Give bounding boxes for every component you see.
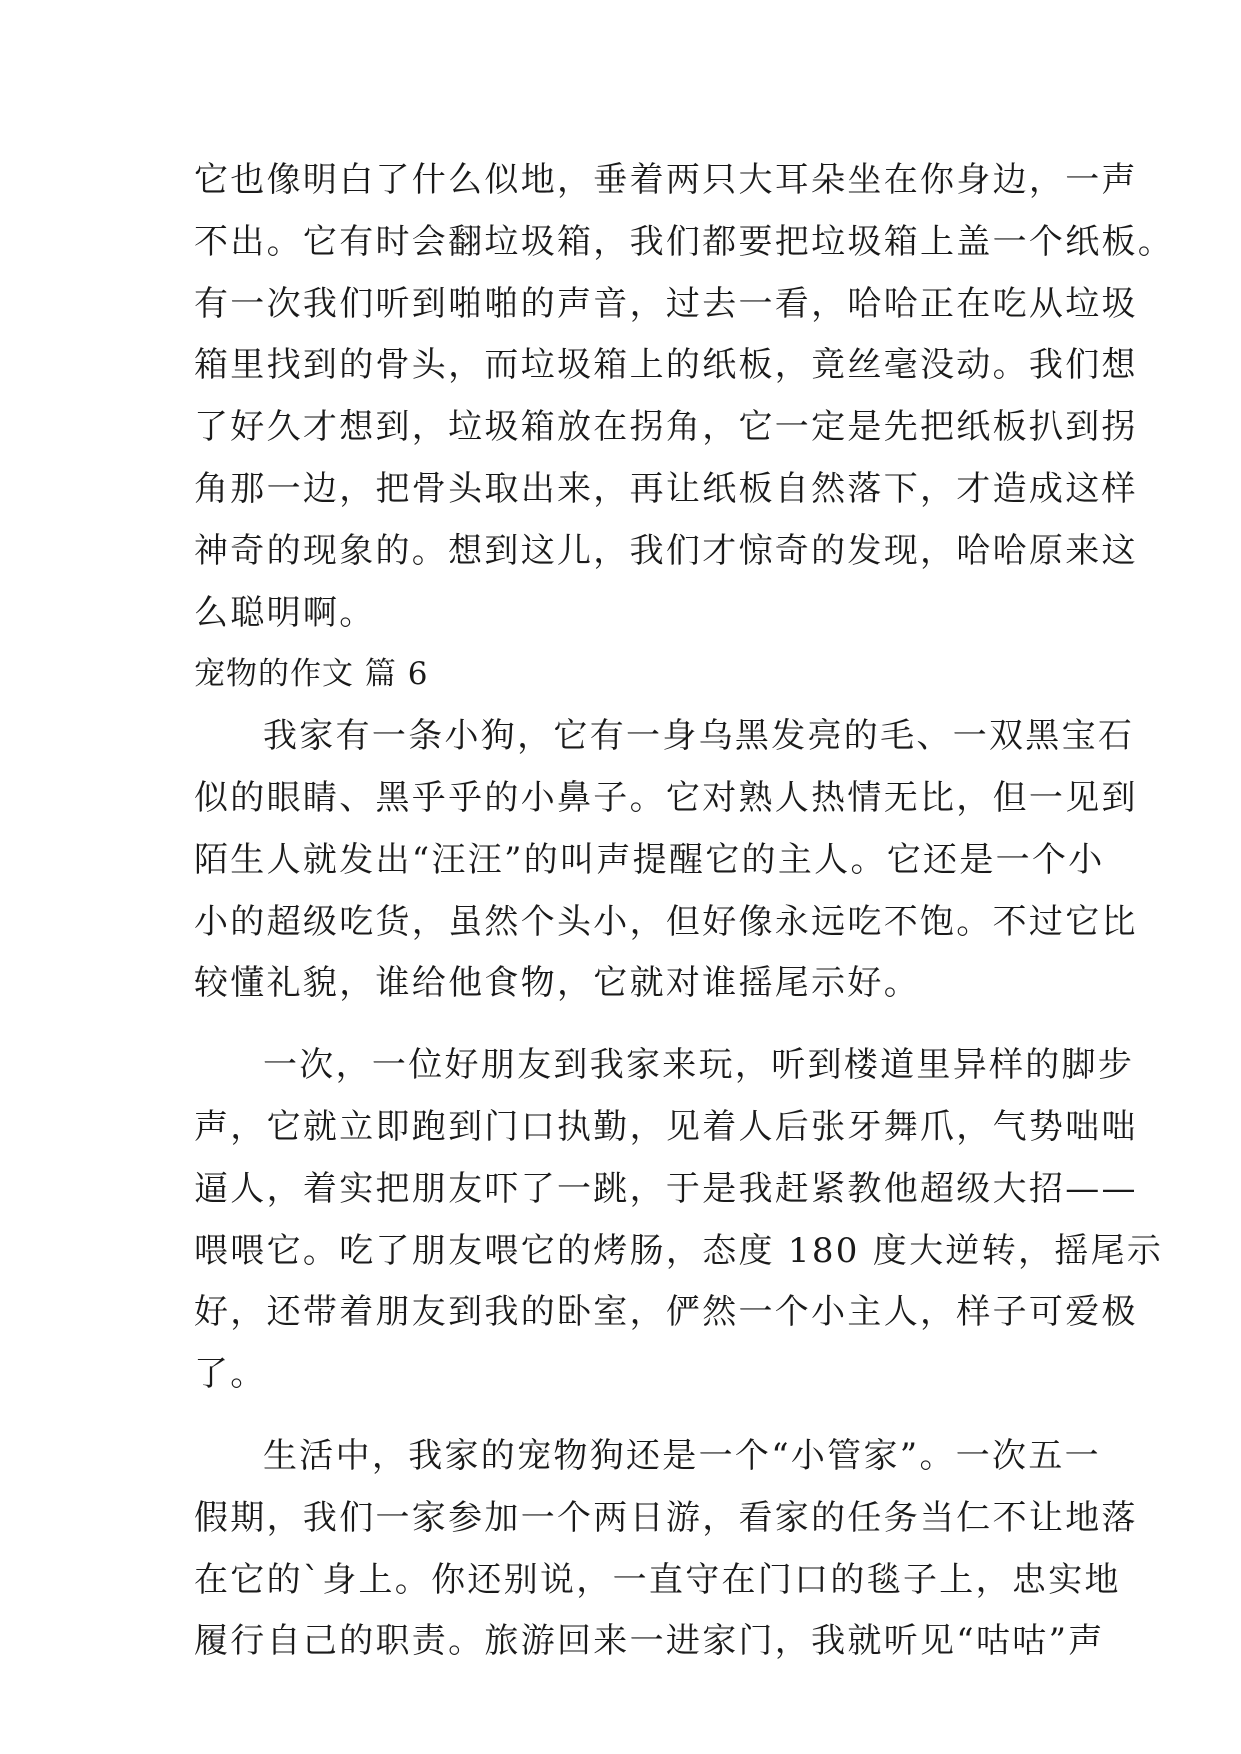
paragraph-2 bbox=[194, 706, 1138, 1015]
paragraph-spacer bbox=[194, 1406, 1056, 1426]
text-line: 逼人，着实把朋友吓了一跳，于是我赶紧教他超级大招—— bbox=[194, 1168, 1138, 1209]
text-line: 不出。它有时会翻垃圾箱，我们都要把垃圾箱上盖一个纸板。 bbox=[194, 221, 1175, 262]
text-line: 较懂礼貌，谁给他食物，它就对谁摇尾示好。 bbox=[194, 963, 920, 1004]
text-line: 箱里找到的骨头，而垃圾箱上的纸板，竟丝毫没动。我们想 bbox=[194, 345, 1138, 386]
text-line: 喂喂它。吃了朋友喂它的烤肠，态度 180 度大逆转，摇尾示 bbox=[194, 1230, 1164, 1271]
text-line: 了好久才想到，垃圾箱放在拐角，它一定是先把纸板扒到拐 bbox=[194, 407, 1138, 448]
text-line: 小的超级吃货，虽然个头小，但好像永远吃不饱。不过它比 bbox=[194, 901, 1138, 942]
text-line: 履行自己的职责。旅游回来一进家门，我就听见“咕咕”声 bbox=[194, 1621, 1105, 1662]
paragraph-1 bbox=[194, 150, 1175, 644]
text-line: 陌生人就发出“汪汪”的叫声提醒它的主人。它还是一个小 bbox=[194, 839, 1105, 880]
text-line: 神奇的现象的。想到这儿，我们才惊奇的发现，哈哈原来这 bbox=[194, 530, 1138, 571]
text-line: 在它的`身上。你还别说，一直守在门口的毯子上，忠实地 bbox=[194, 1559, 1121, 1600]
paragraph-4 bbox=[194, 1426, 1138, 1673]
text-line: 了。 bbox=[194, 1354, 267, 1395]
text-line: 我家有一条小狗，它有一身乌黑发亮的毛、一双黑宝石 bbox=[263, 716, 1135, 757]
text-line: 好，还带着朋友到我的卧室，俨然一个小主人，样子可爱极 bbox=[194, 1292, 1138, 1333]
text-line: 角那一边，把骨头取出来，再让纸板自然落下，才造成这样 bbox=[194, 468, 1138, 509]
text-line: 声，它就立即跑到门口执勤，见着人后张牙舞爪，气势咄咄 bbox=[194, 1106, 1138, 1147]
text-line: 假期，我们一家参加一个两日游，看家的任务当仁不让地落 bbox=[194, 1497, 1138, 1538]
paragraph-3 bbox=[194, 1035, 1164, 1406]
section-heading: 宠物的作文 篇 6 bbox=[194, 656, 429, 693]
text-line: 么聪明啊。 bbox=[194, 592, 376, 633]
paragraph-spacer bbox=[194, 1015, 1056, 1035]
document-page bbox=[194, 150, 1175, 1673]
text-line: 一次，一位好朋友到我家来玩，听到楼道里异样的脚步 bbox=[263, 1045, 1135, 1086]
text-line: 它也像明白了什么似地，垂着两只大耳朵坐在你身边，一声 bbox=[194, 160, 1138, 200]
text-line: 有一次我们听到啪啪的声音，过去一看，哈哈正在吃从垃圾 bbox=[194, 283, 1138, 324]
text-line: 生活中，我家的宠物狗还是一个“小管家”。一次五一 bbox=[263, 1435, 1101, 1476]
text-line: 似的眼睛、黑乎乎的小鼻子。它对熟人热情无比，但一见到 bbox=[194, 777, 1138, 818]
